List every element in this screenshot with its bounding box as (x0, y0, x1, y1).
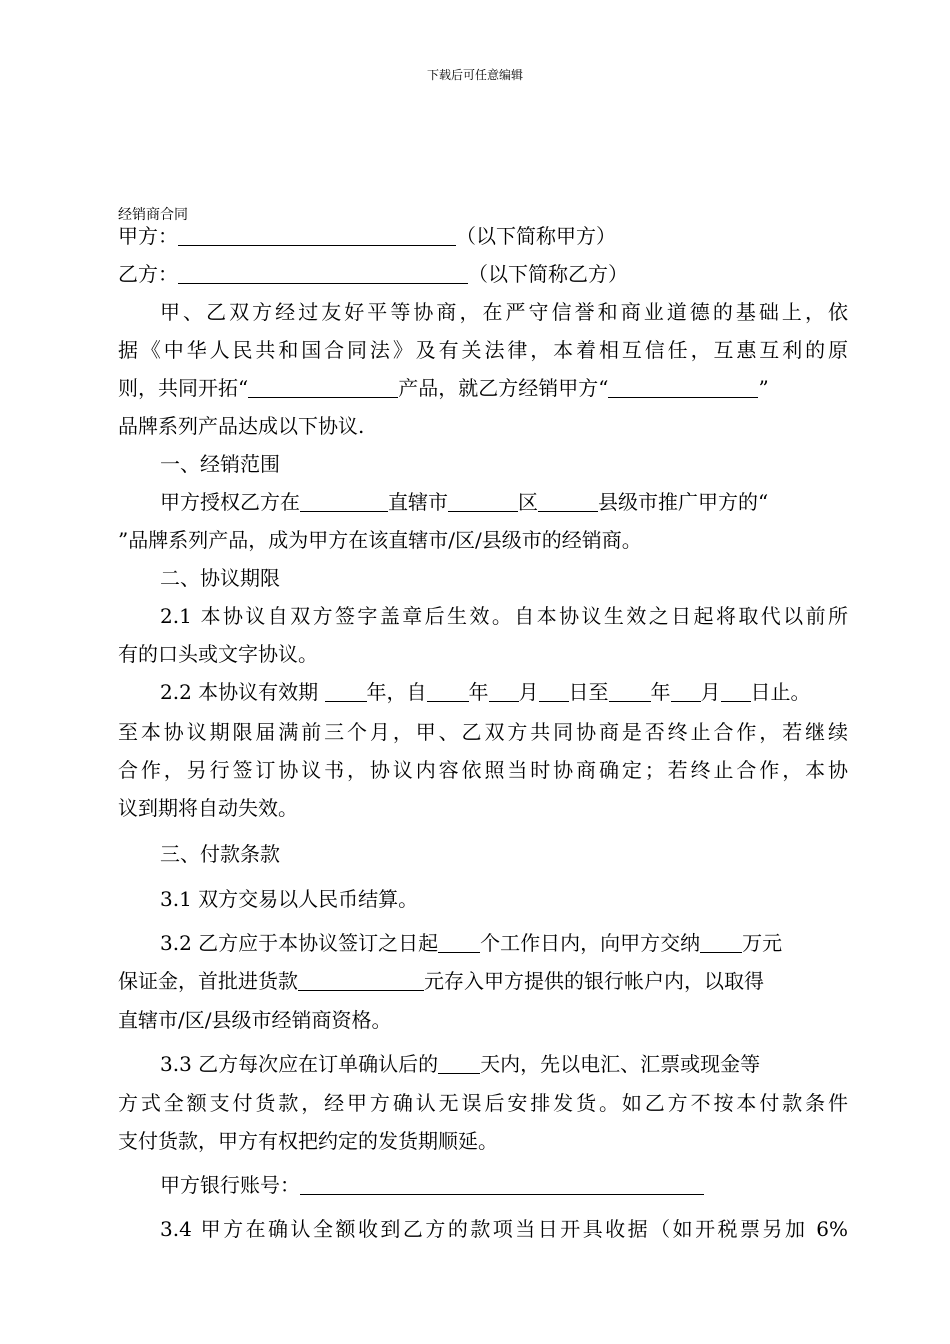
blank-field[interactable] (609, 681, 651, 702)
paragraph-line: 则，共同开拓“ 产品，就乙方经销甲方“ ” (118, 376, 769, 400)
paragraph-line: 至本协议期限届满前三个月，甲、乙双方共同协商是否终止合作，若继续 (118, 720, 848, 744)
blank-field[interactable] (178, 225, 456, 246)
paragraph-line: 3.2 乙方应于本协议签订之日起 个工作日内，向甲方交纳 万元 (160, 931, 783, 955)
paragraph-line: 保证金，首批进货款 元存入甲方提供的银行帐户内，以取得 (118, 969, 764, 993)
blank-field[interactable] (178, 263, 468, 284)
blank-field[interactable] (325, 681, 367, 702)
section-heading: 三、付款条款 (160, 842, 280, 866)
paragraph-line: 甲、乙双方经过友好平等协商，在严守信誉和商业道德的基础上，依 (160, 300, 848, 324)
document-title: 经销商合同 (118, 207, 188, 223)
paragraph-line: 议到期将自动失效。 (118, 796, 298, 820)
paragraph-line: 有的口头或文字协议。 (118, 642, 318, 666)
paragraph-line: 2.1 本协议自双方签字盖章后生效。自本协议生效之日起将取代以前所 (160, 604, 848, 628)
bank-account-line: 甲方银行账号： (118, 1172, 848, 1198)
paragraph-line: 3.4 甲方在确认全额收到乙方的款项当日开具收据（如开税票另加 6% (160, 1217, 848, 1241)
blank-field[interactable] (608, 377, 758, 398)
blank-field[interactable] (248, 377, 398, 398)
blank-field[interactable] (721, 681, 751, 702)
blank-field[interactable] (298, 970, 424, 991)
paragraph-line: 甲方授权乙方在 直辖市 区 县级市推广甲方的“ (160, 490, 769, 514)
blank-field[interactable] (700, 932, 742, 953)
paragraph-line: 支付货款，甲方有权把约定的发货期顺延。 (118, 1129, 498, 1153)
paragraph-line: 直辖市/区/县级市经销商资格。 (118, 1008, 392, 1032)
party-a-line: 甲方： （以下简称甲方） (118, 224, 616, 248)
paragraph-line: 2.2 本协议有效期 年，自 年 月 日至 年 月 日止。 (160, 680, 811, 704)
blank-field[interactable] (438, 1053, 480, 1074)
page-header: 下载后可任意编辑 (426, 68, 523, 82)
paragraph-line: 合作，另行签订协议书，协议内容依照当时协商确定；若终止合作，本协 (118, 758, 848, 782)
paragraph-line: ”品牌系列产品，成为甲方在该直辖市/区/县级市的经销商。 (118, 528, 642, 552)
bank-account-field[interactable] (300, 1174, 704, 1195)
blank-field[interactable] (489, 681, 519, 702)
blank-field[interactable] (539, 681, 569, 702)
section-heading: 一、经销范围 (160, 452, 280, 476)
blank-field[interactable] (427, 681, 469, 702)
blank-field[interactable] (671, 681, 701, 702)
blank-field[interactable] (448, 491, 518, 512)
paragraph-line: 3.3 乙方每次应在订单确认后的 天内，先以电汇、汇票或现金等 (160, 1052, 761, 1076)
blank-field[interactable] (538, 491, 598, 512)
paragraph-line: 品牌系列产品达成以下协议. (118, 414, 365, 438)
section-heading: 二、协议期限 (160, 566, 280, 590)
party-b-line: 乙方： （以下简称乙方） (118, 262, 628, 286)
blank-field[interactable] (438, 932, 480, 953)
paragraph-line: 据《中华人民共和国合同法》及有关法律，本着相互信任，互惠互利的原 (118, 338, 848, 362)
paragraph-line: 3.1 双方交易以人民币结算。 (160, 887, 419, 911)
blank-field[interactable] (300, 491, 388, 512)
paragraph-line: 方式全额支付货款，经甲方确认无误后安排发货。如乙方不按本付款条件 (118, 1091, 848, 1115)
